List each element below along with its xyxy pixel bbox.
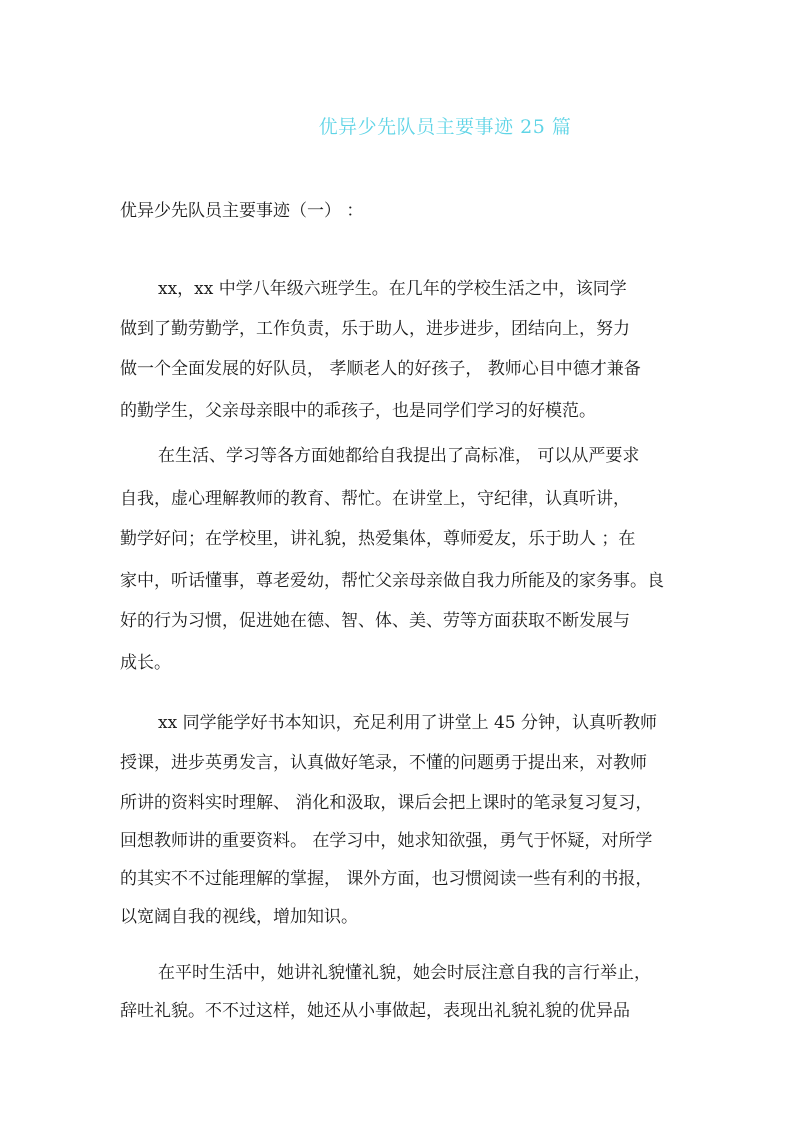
section-heading: 优异少先队员主要事迹（一） ：: [120, 201, 364, 221]
paragraph-line: 家中，听话懂事，尊老爱幼，帮忙父亲母亲做自我力所能及的家务事。良: [120, 571, 664, 591]
paragraph-line: 做一个全面发展的好队员， 孝顺老人的好孩子， 教师心目中德才兼备: [120, 359, 641, 379]
paragraph-line: 成长。: [120, 653, 171, 673]
paragraph-line: 在平时生活中，她讲礼貌懂礼貌，她会时辰注意自我的言行举止，: [158, 963, 651, 983]
paragraph-line: 回想教师讲的重要资料。 在学习中，她求知欲强，勇气于怀疑，对所学: [120, 831, 653, 851]
paragraph-line: 所讲的资料实时理解、 消化和汲取，课后会把上课时的笔录复习复习，: [120, 793, 653, 813]
paragraph-line: xx 同学能学好书本知识，充足利用了讲堂上 45 分钟，认真听教师: [158, 713, 658, 733]
paragraph-line: xx，xx 中学八年级六班学生。在几年的学校生活之中，该同学: [158, 279, 627, 299]
paragraph-line: 自我，虚心理解教师的教育、帮忙。在讲堂上，守纪律，认真听讲，: [120, 489, 630, 509]
paragraph-line: 的勤学生，父亲母亲眼中的乖孩子，也是同学们学习的好模范。: [120, 401, 596, 421]
paragraph-line: 辞吐礼貌。不不过这样，她还从小事做起，表现出礼貌礼貌的优异品: [120, 1001, 630, 1021]
paragraph-line: 做到了勤劳勤学，工作负责，乐于助人，进步进步，团结向上，努力: [120, 319, 630, 339]
paragraph-line: 好的行为习惯，促进她在德、智、体、美、劳等方面获取不断发展与: [120, 611, 630, 631]
paragraph-line: 授课，进步英勇发言，认真做好笔录，不懂的问题勇于提出来，对教师: [120, 753, 647, 773]
document-title: 优异少先队员主要事迹 25 篇: [318, 116, 572, 138]
paragraph-line: 的其实不不过能理解的掌握， 课外方面，也习惯阅读一些有利的书报，: [120, 869, 653, 889]
paragraph-line: 在生活、学习等各方面她都给自我提出了高标准， 可以从严要求: [158, 446, 640, 466]
paragraph-line: 勤学好问；在学校里，讲礼貌，热爱集体，尊师爱友，乐于助人 ；在: [120, 529, 636, 549]
paragraph-line: 以宽阔自我的视线，增加知识。: [120, 907, 358, 927]
